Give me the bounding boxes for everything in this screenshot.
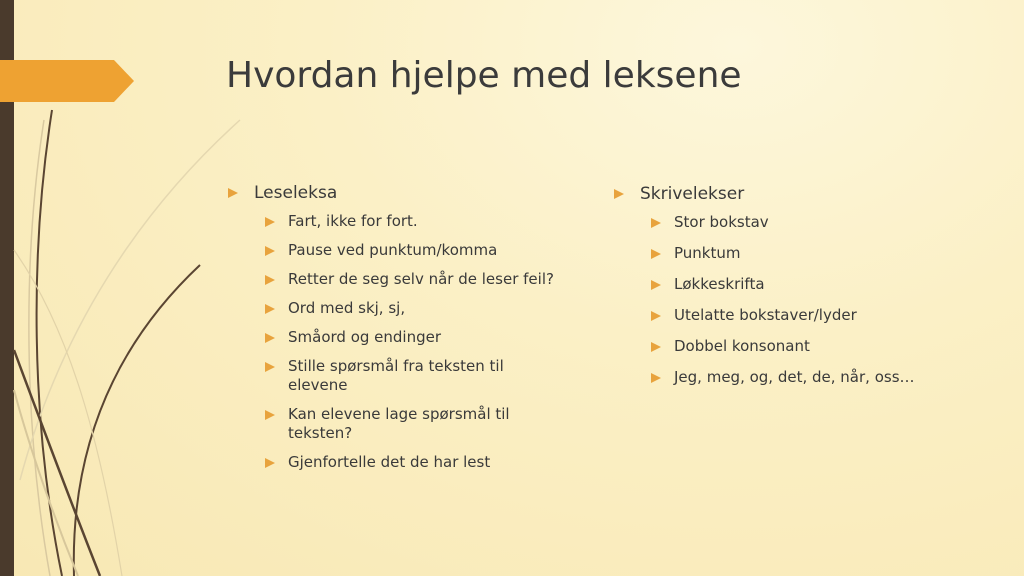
list-item: Punktum [640,244,992,263]
arrow-bullet-icon [651,373,661,383]
list-item: Retter de seg selv når de leser feil? [254,270,556,289]
list-item: Gjenfortelle det de har lest [254,453,556,472]
list-item: Jeg, meg, og, det, de, når, oss… [640,368,992,387]
list-item: Stille spørsmål fra teksten til elevene [254,357,556,395]
left-column [226,182,556,482]
list-item: Fart, ikke for fort. [254,212,556,231]
arrow-bullet-icon [265,304,275,314]
list-item: Utelatte bokstaver/lyder [640,306,992,325]
arrow-bullet-icon [651,218,661,228]
arrow-bullet-icon [614,189,624,199]
left-heading: Leseleksa [254,183,338,203]
list-item: Ord med skj, sj, [254,299,556,318]
slide-title: Hvordan hjelpe med leksene [226,55,742,96]
accent-tab [0,60,134,102]
list-item: Kan elevene lage spørsmål til teksten? [254,405,556,443]
arrow-bullet-icon [265,275,275,285]
arrow-bullet-icon [651,342,661,352]
arrow-bullet-icon [265,458,275,468]
list-item: Pause ved punktum/komma [254,241,556,260]
arrow-bullet-icon [651,280,661,290]
arrow-bullet-icon [228,188,238,198]
arrow-bullet-icon [651,311,661,321]
list-item: Småord og endinger [254,328,556,347]
arrow-bullet-icon [265,333,275,343]
arrow-bullet-icon [265,362,275,372]
arrow-bullet-icon [651,249,661,259]
right-heading: Skrivelekser [640,184,745,204]
arrow-bullet-icon [265,246,275,256]
list-item: Stor bokstav [640,213,992,232]
left-heading-item [226,182,556,472]
right-heading-item [612,183,992,387]
list-item: Løkkeskrifta [640,275,992,294]
list-item: Dobbel konsonant [640,337,992,356]
arrow-bullet-icon [265,217,275,227]
arrow-bullet-icon [265,410,275,420]
right-column [612,183,992,399]
